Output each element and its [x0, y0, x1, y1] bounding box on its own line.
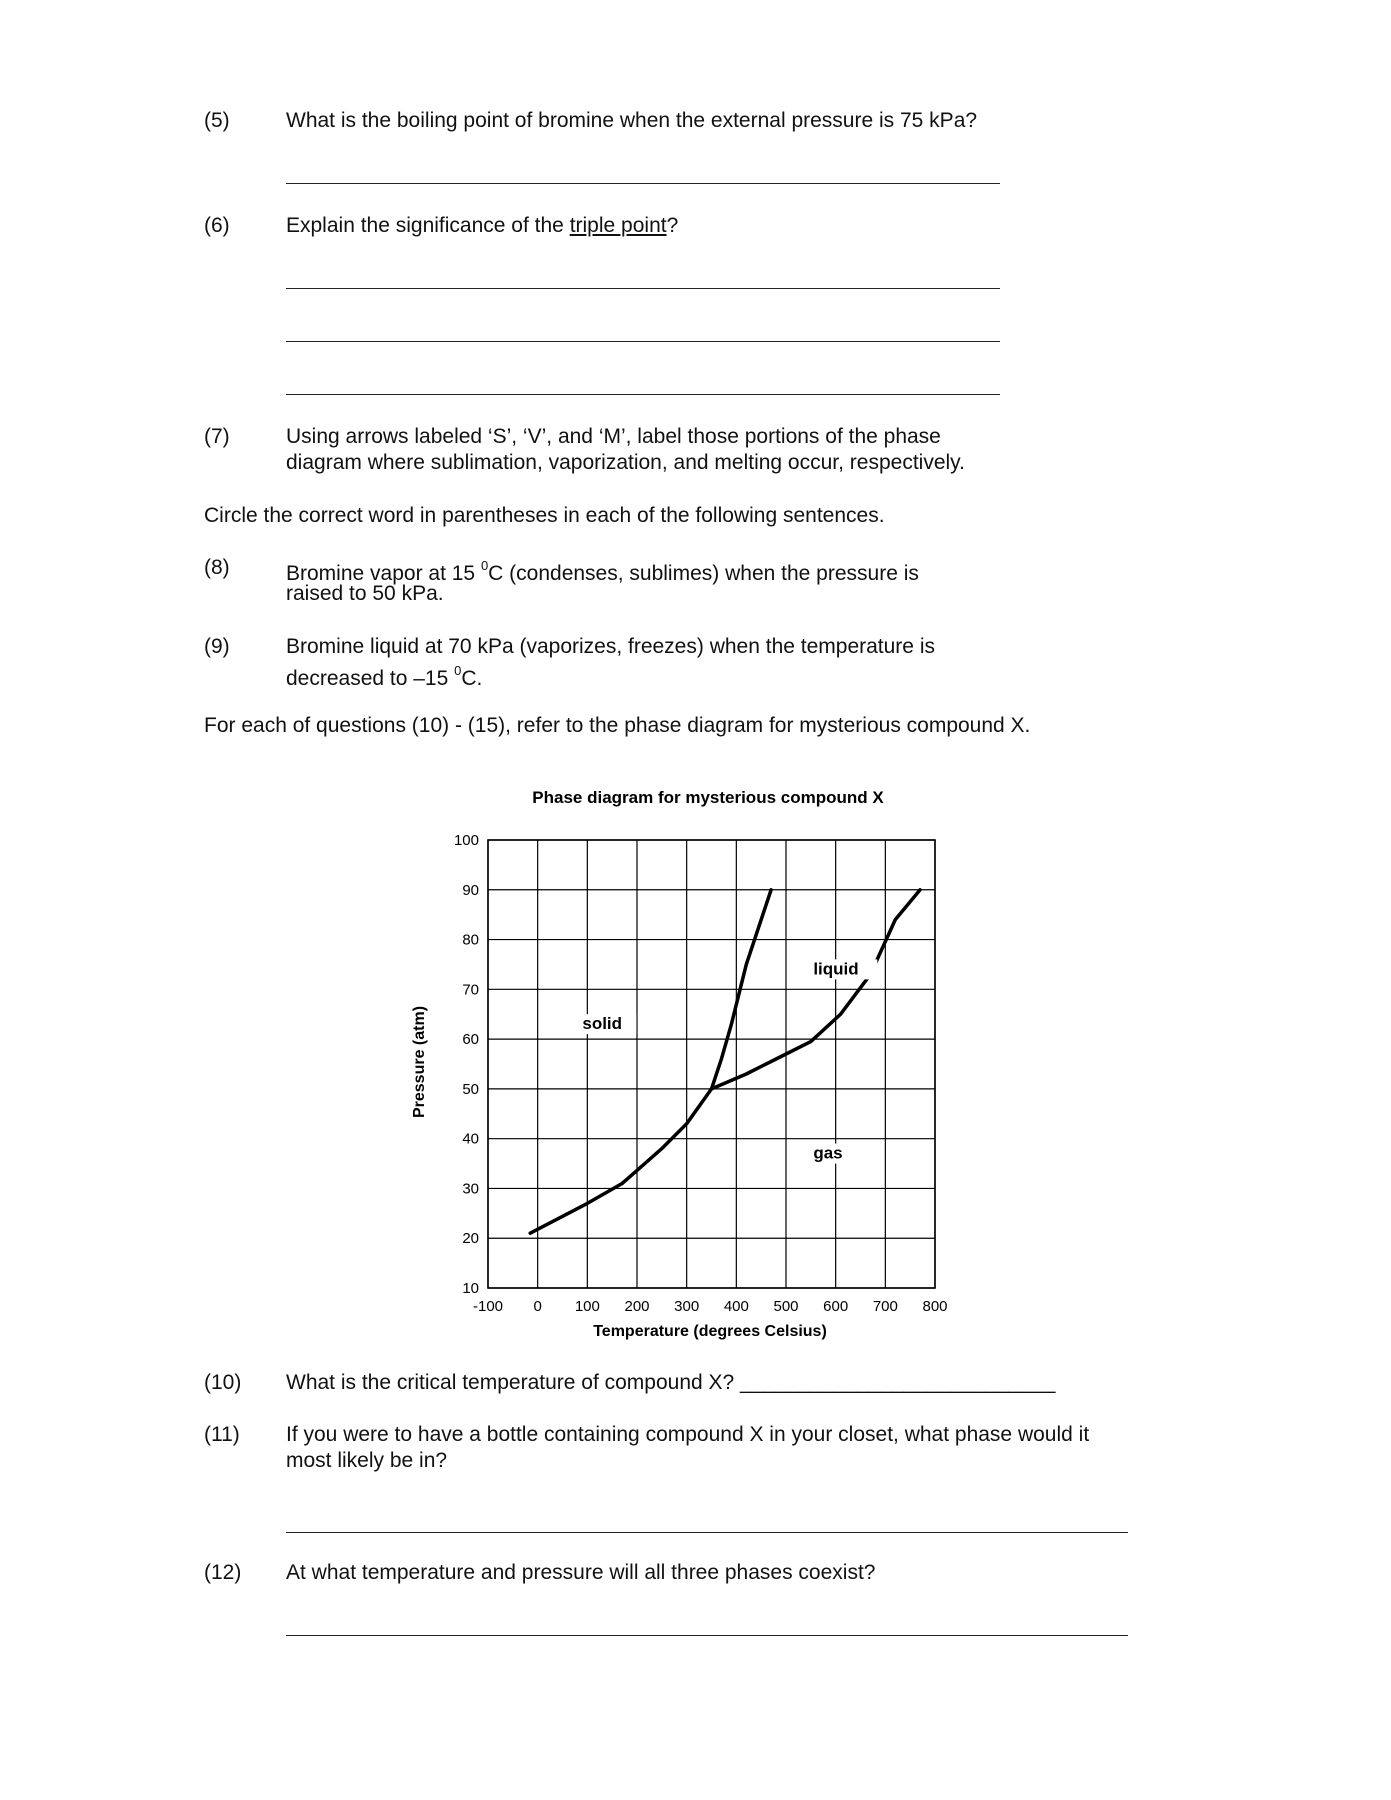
question-number: (5)	[204, 109, 230, 132]
region-label-gas: gas	[813, 1143, 843, 1163]
question-number: (8)	[204, 556, 230, 579]
y-tick-label: 60	[462, 1031, 479, 1049]
x-tick-label: 100	[574, 1298, 600, 1315]
region-label-solid: solid	[582, 1014, 623, 1034]
y-axis-label: Pressure (atm)	[411, 1005, 428, 1119]
answer-line[interactable]	[286, 288, 1000, 289]
answer-line[interactable]	[286, 183, 1000, 184]
answer-line[interactable]	[286, 1635, 1128, 1636]
y-tick-label: 30	[462, 1180, 479, 1198]
question-text: What is the boiling point of bromine when the external pressure is 75 kPa?	[286, 109, 978, 132]
question-text-line1: Bromine liquid at 70 kPa (vaporizes, freezes) when the temperature is	[286, 635, 935, 658]
question-text: At what temperature and pressure will all three phases coexist?	[286, 1561, 876, 1584]
y-tick-label: 10	[462, 1280, 479, 1297]
y-tick-label: 50	[462, 1080, 479, 1098]
question-text-line1: Using arrows labeled ‘S’, ‘V’, and ‘M’, label those portions of the phase	[286, 425, 941, 448]
question-text-line2: diagram where sublimation, vaporization, and melting occur, respectively.	[286, 451, 965, 474]
region-label-liquid: liquid	[813, 959, 859, 979]
chart-title: Phase diagram for mysterious compound X	[532, 788, 884, 807]
question-number: (7)	[204, 425, 230, 448]
instruction-refer: For each of questions (10) - (15), refer to the phase diagram for mysterious compound X.	[204, 714, 1031, 737]
question-number: (10)	[204, 1371, 242, 1394]
question-number: (6)	[204, 214, 230, 237]
x-tick-label: 800	[922, 1298, 948, 1315]
answer-line[interactable]	[286, 1532, 1128, 1533]
answer-line[interactable]	[286, 394, 1000, 395]
question-number: (11)	[204, 1423, 240, 1446]
question-text-line1: If you were to have a bottle containing compound X in your closet, what phase would it	[286, 1423, 1090, 1446]
question-text-line1: Bromine vapor at 15 $^0$C (condenses, sublimes) when the pressure is	[286, 558, 919, 585]
x-tick-label: 300	[674, 1298, 700, 1315]
x-tick-label: 600	[823, 1298, 849, 1315]
question-text-line2: decreased to –15 $^0$C.	[286, 663, 483, 690]
sublimation-curve	[530, 1089, 711, 1233]
x-tick-label: 200	[624, 1298, 650, 1315]
question-text-line2: most likely be in?	[286, 1449, 448, 1472]
answer-line[interactable]	[286, 341, 1000, 342]
x-tick-label: 0	[533, 1298, 542, 1315]
instruction-circle: Circle the correct word in parentheses in each of the following sentences.	[204, 504, 885, 527]
question-number: (12)	[204, 1561, 242, 1584]
question-number: (9)	[204, 635, 230, 658]
y-tick-label: 20	[462, 1230, 479, 1248]
y-tick-label: 40	[462, 1130, 479, 1148]
x-tick-label: 500	[773, 1298, 799, 1315]
question-text: Explain the significance of the triple point?	[286, 214, 679, 237]
x-axis-label: Temperature (degrees Celsius)	[593, 1323, 827, 1340]
question-text-line2: raised to 50 kPa.	[286, 582, 444, 605]
y-tick-label: 100	[453, 832, 479, 849]
y-tick-label: 70	[462, 981, 479, 999]
phase-diagram-chart	[0, 770, 1391, 1370]
x-tick-label: -100	[472, 1298, 504, 1315]
x-tick-label: 400	[723, 1298, 749, 1315]
x-tick-label: 700	[872, 1298, 898, 1315]
y-tick-label: 80	[462, 931, 479, 949]
y-tick-label: 90	[462, 881, 479, 899]
question-text: What is the critical temperature of compound X? ___________________________	[286, 1371, 1056, 1394]
underlined-term: triple point	[569, 214, 667, 237]
